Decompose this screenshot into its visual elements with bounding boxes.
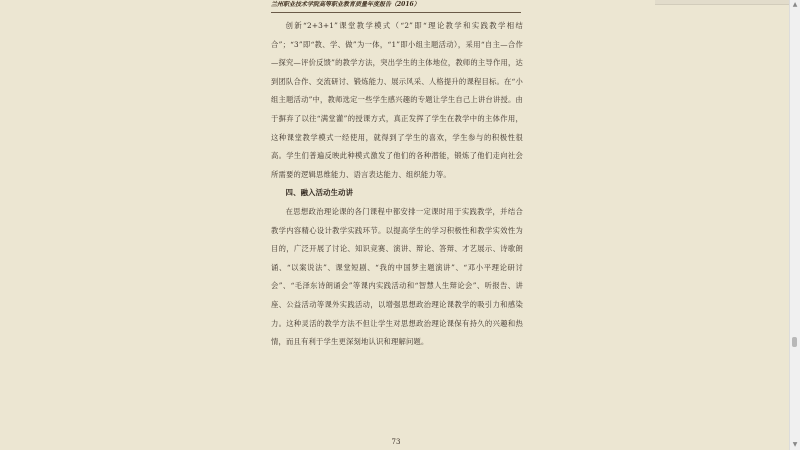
scroll-thumb[interactable] [792, 337, 797, 347]
section-heading: 四、融入活动生动讲 [285, 188, 354, 198]
vertical-scrollbar[interactable] [789, 0, 800, 450]
scroll-down-arrow-icon[interactable]: ▼ [792, 441, 798, 448]
document-page [243, 0, 549, 450]
paragraph-1: 创新“2+3+1”课堂教学模式（“2”即“理论教学和实践教学相结合”；“3”即“教、学、做”为一体，“1”即小组主题活动），采用“自主—合作—探究—评价反馈”的教学方法，突出学生的主体地位，教师的主导作用，达到团队合作、交流研讨、锻炼能力、展示风采、人格提升的课程目标。在“小组主题活动”中，教师选定一些学生感兴趣的专题让学生自己上讲台讲授。由于摒弃了以往“满堂灌”的授课方式，真正发挥了学生在教学中的主体作用，这种课堂教学模式一经使用，就得到了学生的喜欢，学生参与的积极性很高。学生们普遍反映此种模式激发了他们的各种潜能，锻炼了他们走向社会所需要的逻辑思维能力、语言表达能力、组织能力等。 [271, 21, 523, 179]
scroll-up-arrow-icon[interactable]: ▲ [792, 1, 798, 8]
window-top-bar [655, 0, 790, 5]
page-header: 兰州职业技术学院高等职业教育质量年度报告（2016） [271, 0, 521, 13]
page-number: 73 [391, 438, 401, 446]
paragraph-2: 在思想政治理论课的各门课程中都安排一定课时用于实践教学，并结合教学内容精心设计教学实践环节。以提高学生的学习积极性和教学实效性为目的，广泛开展了讨论、知识竞赛、演讲、辩论、答辩、才艺展示、诗歌朗诵、“以案说法”、课堂短剧、“我的中国梦主题演讲”、“邓小平理论研讨会”、“毛泽东诗朗诵会”等课内实践活动和“智慧人生辩论会”、听报告、讲座、公益活动等课外实践活动，以增强思想政治理论课教学的吸引力和感染力。这种灵活的教学方法不但让学生对思想政治理论课保有持久的兴趣和热情，而且有利于学生更深刻地认识和理解问题。 [271, 206, 523, 347]
page-body [271, 17, 523, 352]
